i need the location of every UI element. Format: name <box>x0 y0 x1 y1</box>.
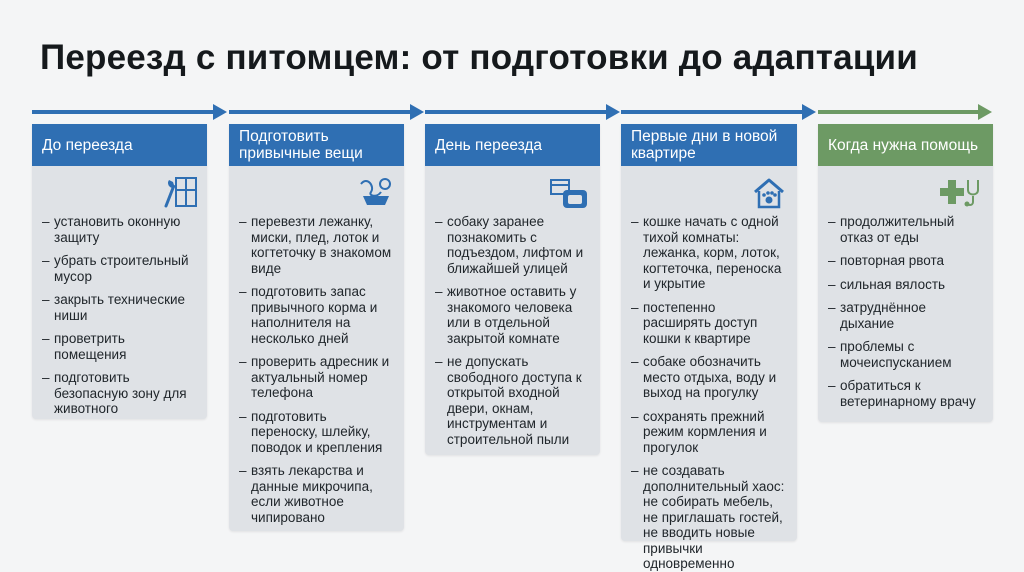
page-title: Переезд с питомцем: от подготовки до адаптации <box>40 38 918 77</box>
list-item: – перевезти лежанку, миски, плед, лоток и когтеточку в знакомом виде <box>239 214 394 276</box>
stage-header: Первые дни в новой квартире <box>621 124 797 166</box>
list-item: – не создавать дополнительный хаос: не собирать мебель, не приглашать гостей, не вводить новые привычки одновременно <box>631 463 787 572</box>
list-item: – подготовить запас привычного корма и наполнителя на несколько дней <box>239 284 394 346</box>
stage-card <box>818 124 993 422</box>
window-wrench-icon <box>162 176 198 208</box>
house-paw-icon <box>751 176 787 210</box>
timeline-arrow <box>621 104 816 120</box>
list-item: – сильная вялость <box>828 277 983 293</box>
list-item: – закрыть технические ниши <box>42 292 197 323</box>
list-item: – затруднённое дыхание <box>828 300 983 331</box>
boxes-carrier-icon <box>549 176 591 210</box>
pet-bowl-leash-icon <box>357 176 395 208</box>
column-first-days <box>621 104 797 571</box>
list-item: – не допускать свободного доступа к открытой входной двери, окнам, инструментам и строительной пыли <box>435 354 590 447</box>
list-item: – обратиться к ветеринарному врачу <box>828 378 983 409</box>
stage-card <box>32 124 207 419</box>
stage-header: До переезда <box>32 124 207 166</box>
stage-header: День переезда <box>425 124 600 166</box>
list-item: – подготовить безопасную зону для животного <box>42 370 197 417</box>
list-item: – подготовить переноску, шлейку, поводок и крепления <box>239 409 394 456</box>
timeline-arrow <box>229 104 424 120</box>
column-moving-day <box>425 104 600 447</box>
list-item: – животное оставить у знакомого человека или в отдельной закрытой комнате <box>435 284 590 346</box>
list-item: – сохранять прежний режим кормления и прогулок <box>631 409 787 456</box>
medical-cross-stethoscope-icon <box>940 176 984 210</box>
list-item: – повторная рвота <box>828 253 983 269</box>
stage-card <box>425 124 600 455</box>
stage-card <box>229 124 404 531</box>
list-item: – кошке начать с одной тихой комнаты: лежанка, корм, лоток, когтеточка, переноска и укрытие <box>631 214 787 292</box>
list-item: – установить оконную защиту <box>42 214 197 245</box>
list-item: – проветрить помещения <box>42 331 197 362</box>
list-item: – собаку заранее познакомить с подъездом, лифтом и ближайшей улицей <box>435 214 590 276</box>
list-item: – продолжительный отказ от еды <box>828 214 983 245</box>
column-when-help-needed <box>818 104 993 409</box>
stage-card <box>621 124 797 571</box>
timeline-arrow <box>32 104 227 120</box>
list-item: – взять лекарства и данные микрочипа, если животное чипировано <box>239 463 394 525</box>
stage-header: Подготовить привычные вещи <box>229 124 404 166</box>
list-item: – проверить адресник и актуальный номер телефона <box>239 354 394 401</box>
list-item: – собаке обозначить место отдыха, воду и выход на прогулку <box>631 354 787 401</box>
list-item: – проблемы с мочеиспусканием <box>828 339 983 370</box>
list-item: – постепенно расширять доступ кошки к квартире <box>631 300 787 347</box>
column-prepare-items <box>229 104 404 525</box>
timeline-arrow <box>425 104 620 120</box>
stage-header: Когда нужна помощь <box>818 124 993 166</box>
list-item: – убрать строительный мусор <box>42 253 197 284</box>
timeline-arrow <box>818 104 993 120</box>
column-before-move <box>32 104 207 416</box>
